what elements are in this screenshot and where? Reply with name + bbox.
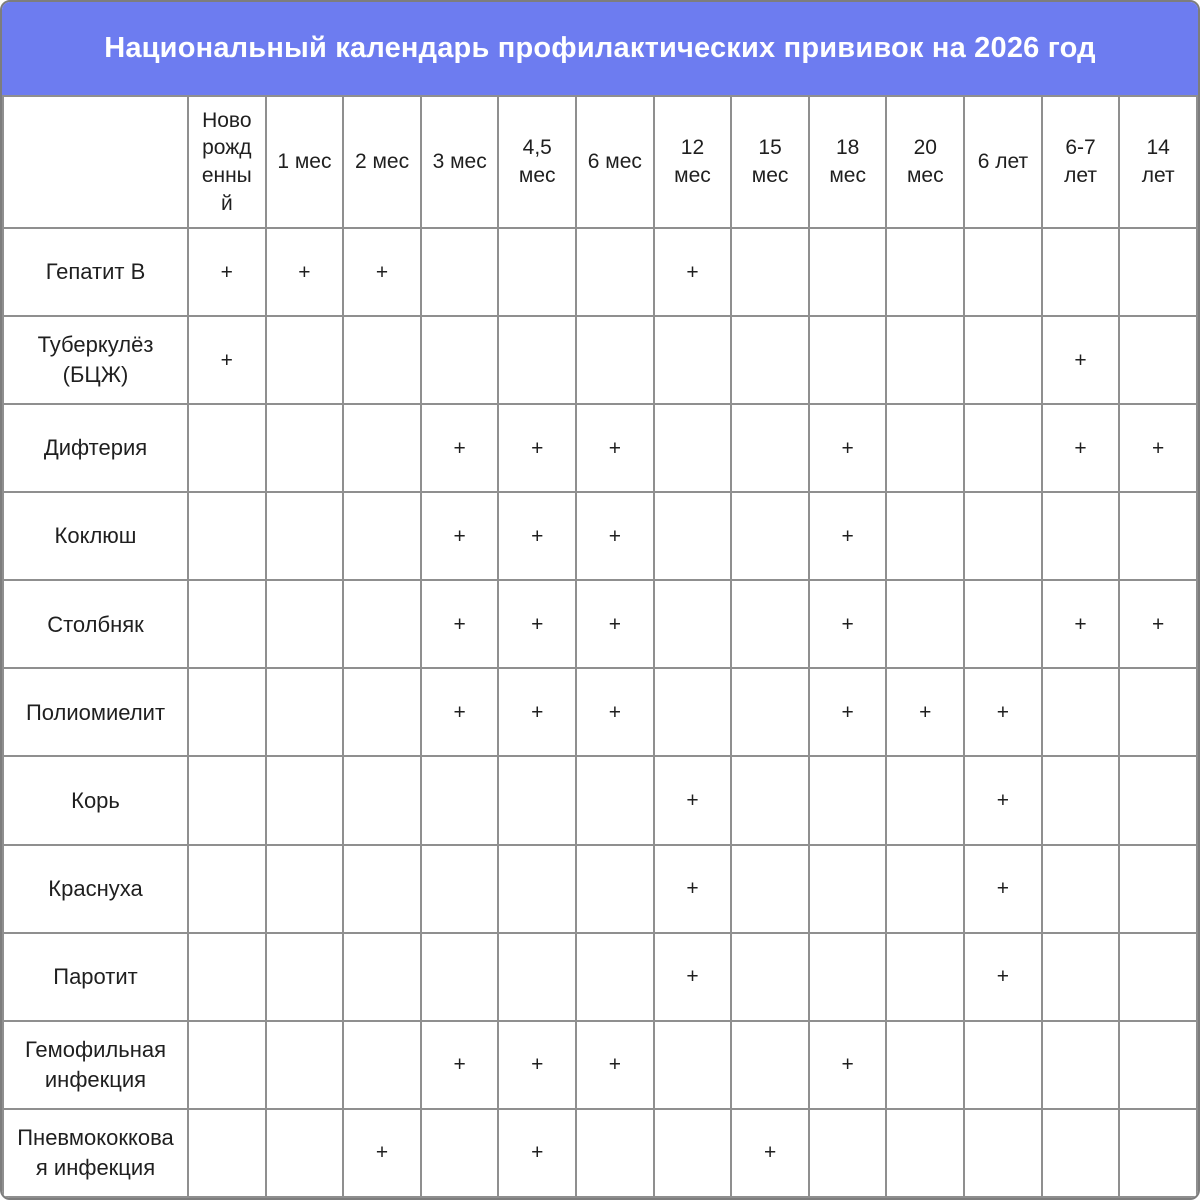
empty-cell — [576, 316, 654, 404]
empty-cell — [809, 1109, 887, 1197]
empty-cell — [654, 1109, 732, 1197]
empty-cell — [421, 316, 499, 404]
vaccination-table — [2, 95, 1198, 1198]
empty-cell — [1042, 845, 1120, 933]
vaccination-mark-cell: + — [809, 1021, 887, 1109]
vaccination-mark-cell: + — [964, 756, 1042, 844]
empty-cell — [654, 580, 732, 668]
empty-cell — [188, 756, 266, 844]
empty-cell — [188, 668, 266, 756]
empty-cell — [964, 228, 1042, 316]
row-label: Гемофильная инфекция — [3, 1021, 188, 1109]
column-header: 14 лет — [1119, 96, 1197, 228]
empty-cell — [1119, 668, 1197, 756]
empty-cell — [421, 228, 499, 316]
empty-cell — [1119, 933, 1197, 1021]
header-row — [3, 96, 1197, 228]
empty-cell — [1119, 316, 1197, 404]
vaccination-mark-cell: + — [809, 580, 887, 668]
table-row — [3, 228, 1197, 316]
empty-cell — [654, 316, 732, 404]
vaccination-mark-cell: + — [498, 1109, 576, 1197]
vaccination-mark-cell: + — [188, 316, 266, 404]
vaccination-mark-cell: + — [421, 404, 499, 492]
empty-cell — [343, 933, 421, 1021]
row-label: Полиомиелит — [3, 668, 188, 756]
vaccination-mark-cell: + — [654, 756, 732, 844]
column-header: 6-7 лет — [1042, 96, 1120, 228]
column-header: 1 мес — [266, 96, 344, 228]
vaccination-mark-cell: + — [1119, 404, 1197, 492]
vaccination-mark-cell: + — [809, 668, 887, 756]
vaccination-mark-cell: + — [964, 668, 1042, 756]
vaccination-mark-cell: + — [576, 668, 654, 756]
empty-cell — [498, 845, 576, 933]
empty-cell — [1042, 933, 1120, 1021]
empty-cell — [886, 228, 964, 316]
empty-cell — [731, 228, 809, 316]
empty-cell — [731, 1021, 809, 1109]
empty-cell — [188, 404, 266, 492]
empty-cell — [188, 845, 266, 933]
table-row — [3, 933, 1197, 1021]
vaccination-mark-cell: + — [421, 1021, 499, 1109]
empty-cell — [266, 580, 344, 668]
vaccination-mark-cell: + — [809, 404, 887, 492]
empty-cell — [266, 1021, 344, 1109]
vaccination-mark-cell: + — [654, 933, 732, 1021]
table-row — [3, 492, 1197, 580]
empty-cell — [576, 933, 654, 1021]
empty-cell — [1042, 668, 1120, 756]
empty-cell — [964, 316, 1042, 404]
empty-cell — [886, 756, 964, 844]
table-row — [3, 668, 1197, 756]
vaccination-mark-cell: + — [654, 228, 732, 316]
empty-cell — [654, 1021, 732, 1109]
vaccination-mark-cell: + — [1042, 404, 1120, 492]
empty-cell — [809, 756, 887, 844]
empty-cell — [343, 580, 421, 668]
empty-cell — [188, 580, 266, 668]
empty-cell — [1119, 1109, 1197, 1197]
empty-cell — [964, 492, 1042, 580]
vaccination-mark-cell: + — [576, 580, 654, 668]
empty-cell — [886, 492, 964, 580]
empty-cell — [266, 845, 344, 933]
empty-cell — [886, 580, 964, 668]
empty-cell — [188, 933, 266, 1021]
empty-cell — [731, 580, 809, 668]
empty-cell — [809, 316, 887, 404]
vaccination-mark-cell: + — [654, 845, 732, 933]
vaccination-mark-cell: + — [809, 492, 887, 580]
vaccination-mark-cell: + — [421, 668, 499, 756]
empty-cell — [964, 1021, 1042, 1109]
empty-cell — [188, 492, 266, 580]
empty-cell — [809, 845, 887, 933]
vaccination-mark-cell: + — [498, 404, 576, 492]
row-label: Паротит — [3, 933, 188, 1021]
empty-cell — [1042, 492, 1120, 580]
empty-cell — [343, 668, 421, 756]
vaccination-mark-cell: + — [1119, 580, 1197, 668]
empty-cell — [498, 316, 576, 404]
empty-cell — [266, 316, 344, 404]
row-label: Столбняк — [3, 580, 188, 668]
empty-cell — [421, 756, 499, 844]
row-label: Пневмококковая инфекция — [3, 1109, 188, 1197]
empty-cell — [809, 933, 887, 1021]
table-body — [3, 228, 1197, 1197]
empty-cell — [266, 756, 344, 844]
table-row — [3, 845, 1197, 933]
empty-cell — [731, 933, 809, 1021]
column-header: 20 мес — [886, 96, 964, 228]
empty-cell — [1119, 492, 1197, 580]
empty-cell — [1119, 228, 1197, 316]
column-header: Новорожденный — [188, 96, 266, 228]
table-row — [3, 1021, 1197, 1109]
empty-cell — [886, 845, 964, 933]
empty-cell — [731, 404, 809, 492]
column-header: 6 лет — [964, 96, 1042, 228]
column-header: 6 мес — [576, 96, 654, 228]
empty-cell — [731, 845, 809, 933]
column-header: 4,5 мес — [498, 96, 576, 228]
vaccination-mark-cell: + — [498, 1021, 576, 1109]
empty-cell — [1119, 845, 1197, 933]
row-label: Корь — [3, 756, 188, 844]
vaccination-mark-cell: + — [421, 492, 499, 580]
empty-cell — [343, 404, 421, 492]
table-row — [3, 1109, 1197, 1197]
empty-cell — [964, 404, 1042, 492]
table-row — [3, 316, 1197, 404]
empty-cell — [498, 756, 576, 844]
vaccination-mark-cell: + — [498, 668, 576, 756]
table-row — [3, 404, 1197, 492]
empty-cell — [421, 845, 499, 933]
empty-cell — [266, 668, 344, 756]
table-header — [3, 96, 1197, 228]
empty-cell — [886, 1021, 964, 1109]
empty-cell — [343, 1021, 421, 1109]
vaccination-mark-cell: + — [886, 668, 964, 756]
row-label: Туберкулёз (БЦЖ) — [3, 316, 188, 404]
column-header: 15 мес — [731, 96, 809, 228]
empty-cell — [576, 1109, 654, 1197]
empty-cell — [964, 580, 1042, 668]
empty-cell — [266, 492, 344, 580]
vaccination-mark-cell: + — [1042, 580, 1120, 668]
empty-cell — [343, 492, 421, 580]
empty-cell — [266, 404, 344, 492]
vaccination-mark-cell: + — [343, 1109, 421, 1197]
empty-cell — [1042, 1021, 1120, 1109]
vaccination-mark-cell: + — [1042, 316, 1120, 404]
vaccination-mark-cell: + — [498, 492, 576, 580]
empty-cell — [654, 492, 732, 580]
vaccination-mark-cell: + — [343, 228, 421, 316]
empty-cell — [731, 668, 809, 756]
empty-cell — [1119, 756, 1197, 844]
empty-cell — [1042, 228, 1120, 316]
row-label: Краснуха — [3, 845, 188, 933]
empty-cell — [343, 316, 421, 404]
vaccination-mark-cell: + — [498, 580, 576, 668]
empty-cell — [809, 228, 887, 316]
empty-cell — [421, 933, 499, 1021]
empty-cell — [188, 1109, 266, 1197]
column-header: 3 мес — [421, 96, 499, 228]
empty-cell — [886, 933, 964, 1021]
empty-cell — [343, 756, 421, 844]
column-header: 12 мес — [654, 96, 732, 228]
page-title: Национальный календарь профилактических прививок на 2026 год — [104, 32, 1096, 64]
empty-cell — [421, 1109, 499, 1197]
empty-cell — [731, 756, 809, 844]
vaccination-mark-cell: + — [576, 404, 654, 492]
corner-cell — [3, 96, 188, 228]
empty-cell — [654, 668, 732, 756]
empty-cell — [731, 492, 809, 580]
vaccination-mark-cell: + — [421, 580, 499, 668]
empty-cell — [886, 1109, 964, 1197]
vaccination-mark-cell: + — [576, 1021, 654, 1109]
row-label: Гепатит В — [3, 228, 188, 316]
column-header: 18 мес — [809, 96, 887, 228]
empty-cell — [886, 316, 964, 404]
table-row — [3, 756, 1197, 844]
vaccination-mark-cell: + — [266, 228, 344, 316]
empty-cell — [266, 1109, 344, 1197]
vaccination-mark-cell: + — [188, 228, 266, 316]
empty-cell — [498, 933, 576, 1021]
empty-cell — [498, 228, 576, 316]
vaccination-mark-cell: + — [964, 933, 1042, 1021]
empty-cell — [576, 845, 654, 933]
empty-cell — [886, 404, 964, 492]
empty-cell — [1042, 1109, 1120, 1197]
row-label: Коклюш — [3, 492, 188, 580]
empty-cell — [654, 404, 732, 492]
row-label: Дифтерия — [3, 404, 188, 492]
vaccination-mark-cell: + — [731, 1109, 809, 1197]
table-row — [3, 580, 1197, 668]
empty-cell — [343, 845, 421, 933]
vaccination-mark-cell: + — [576, 492, 654, 580]
empty-cell — [1119, 1021, 1197, 1109]
empty-cell — [266, 933, 344, 1021]
title-banner — [2, 2, 1198, 95]
empty-cell — [964, 1109, 1042, 1197]
empty-cell — [576, 228, 654, 316]
empty-cell — [1042, 756, 1120, 844]
empty-cell — [188, 1021, 266, 1109]
empty-cell — [576, 756, 654, 844]
vaccination-mark-cell: + — [964, 845, 1042, 933]
empty-cell — [731, 316, 809, 404]
column-header: 2 мес — [343, 96, 421, 228]
